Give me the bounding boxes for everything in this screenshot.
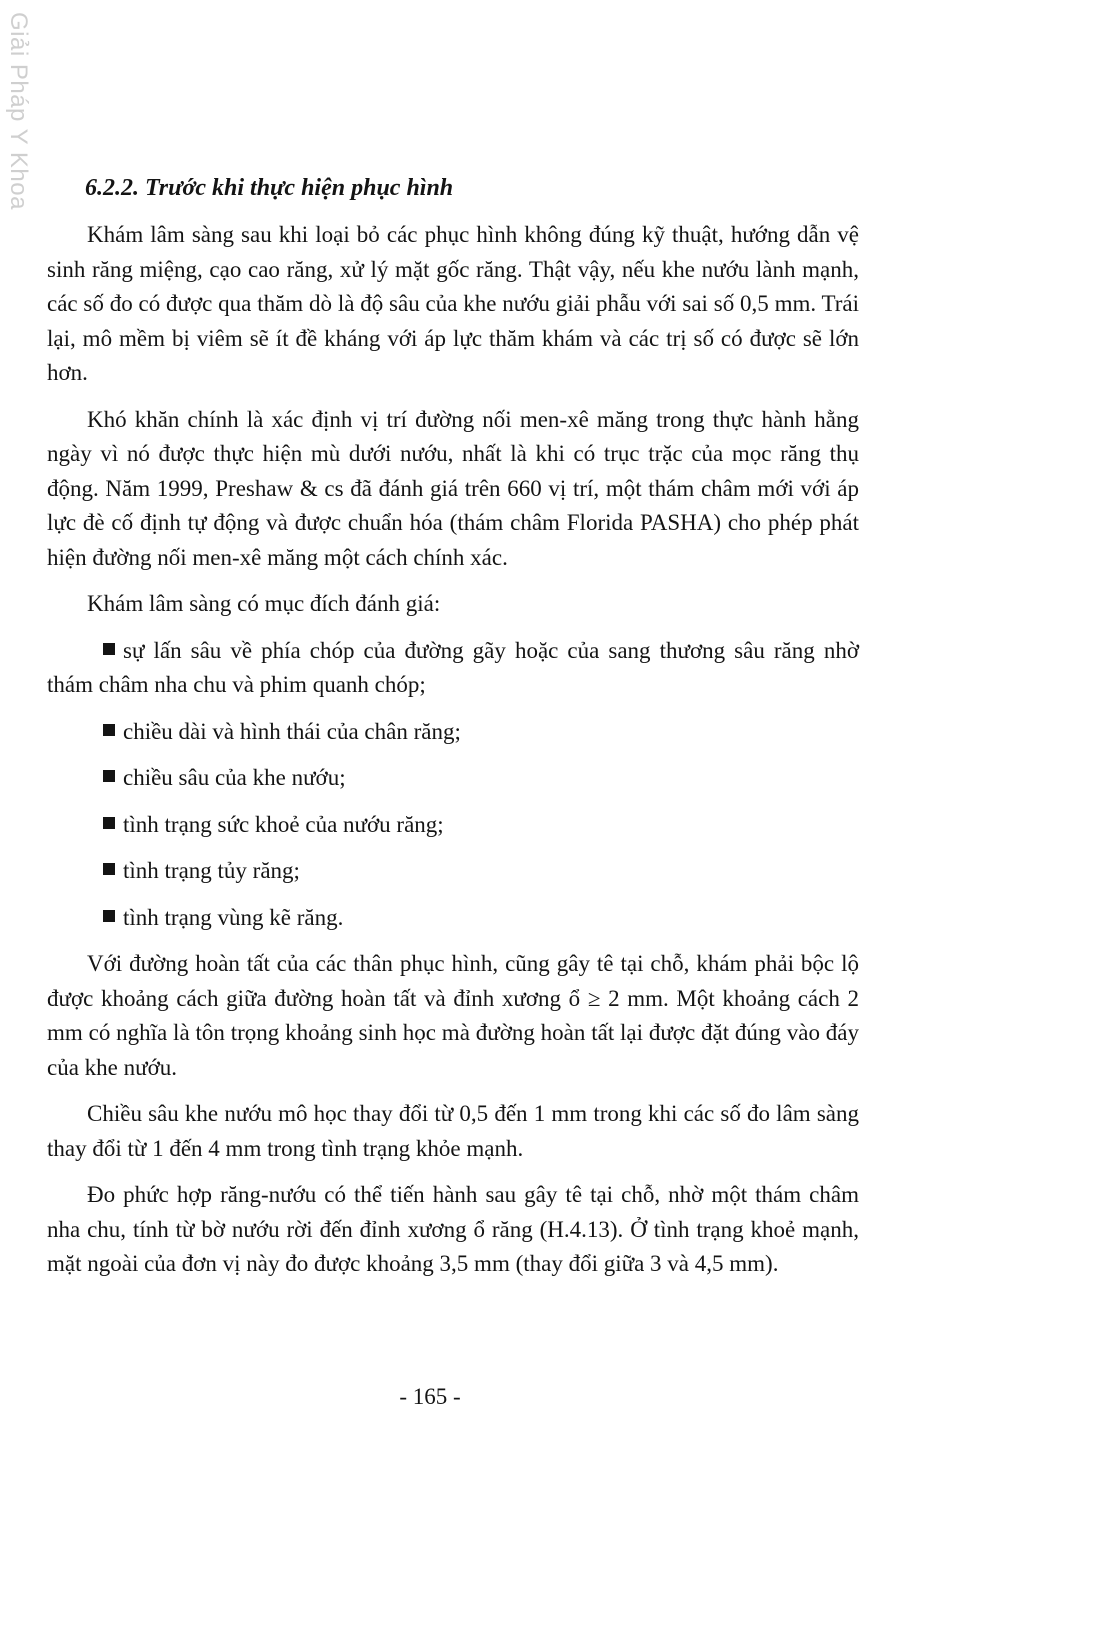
list-item-text: tình trạng tủy răng; xyxy=(123,858,300,883)
list-item-text: tình trạng sức khoẻ của nướu răng; xyxy=(123,811,444,837)
list-item xyxy=(47,901,859,936)
list-intro: Khám lâm sàng có mục đích đánh giá: xyxy=(87,591,441,616)
list-item xyxy=(47,715,859,750)
paragraph: Khám lâm sàng sau khi loại bỏ các phục hình không đúng kỹ thuật, hướng dẫn vệ sinh răng miệng, cạo cao răng, xử lý mặt gốc răng. Thật vậy, nếu khe nướu lành mạnh, các số đo có được qua thăm dò là độ sâu của khe nướu giải phẫu với sai số 0,5 mm. Trái lại, mô mềm bị viêm sẽ ít đề kháng với áp lực thăm khám và các trị số có được sẽ lớn hơn. xyxy=(47,222,859,385)
list-item-text: sự lấn sâu về phía chóp của đường gãy hoặc của sang thương sâu răng nhờ thám châm nha chu và phim quanh chóp; xyxy=(47,637,859,697)
watermark: Giải Pháp Y Khoa xyxy=(5,12,32,210)
paragraph: Đo phức hợp răng-nướu có thể tiến hành sau gây tê tại chỗ, nhờ một thám châm nha chu, tính từ bờ nướu rời đến đỉnh xương ổ răng (H.4.13). Ở tình trạng khoẻ mạnh, mặt ngoài của đơn vị này đo được khoảng 3,5 mm (thay đổi giữa 3 và 4,5 mm). xyxy=(47,1182,859,1276)
list-item xyxy=(47,854,859,889)
paragraph: Với đường hoàn tất của các thân phục hình, cũng gây tê tại chỗ, khám phải bộc lộ được khoảng cách giữa đường hoàn tất và đỉnh xương ổ ≥ 2 mm. Một khoảng cách 2 mm có nghĩa là tôn trọng khoảng sinh học mà đường hoàn tất lại được đặt đúng vào đáy của khe nướu. xyxy=(47,951,859,1080)
list-item xyxy=(47,761,859,796)
list-item-text: tình trạng vùng kẽ răng. xyxy=(123,904,344,930)
bullet-square-icon xyxy=(103,817,115,829)
section-heading: 6.2.2. Trước khi thực hiện phục hình xyxy=(85,175,454,201)
list-item xyxy=(47,634,859,703)
bullet-square-icon xyxy=(103,910,115,922)
page-number: - 165 - xyxy=(399,1384,461,1409)
list-item xyxy=(47,808,859,843)
bullet-square-icon xyxy=(103,770,115,782)
bullet-square-icon xyxy=(103,643,115,655)
bullet-square-icon xyxy=(103,724,115,736)
list-item-text: chiều sâu của khe nướu; xyxy=(123,765,346,790)
page-content xyxy=(47,168,859,1294)
list-item-text: chiều dài và hình thái của chân răng; xyxy=(123,718,461,744)
paragraph: Chiều sâu khe nướu mô học thay đổi từ 0,5 đến 1 mm trong khi các số đo lâm sàng thay đổi từ 1 đến 4 mm trong tình trạng khỏe mạnh. xyxy=(47,1101,859,1161)
paragraph: Khó khăn chính là xác định vị trí đường nối men-xê măng trong thực hành hằng ngày vì nó được thực hiện mù dưới nướu, nhất là khi có trục trặc của mọc răng thụ động. Năm 1999, Preshaw & cs đã đánh giá trên 660 vị trí, một thám châm mới với áp lực đè cố định tự động và được chuẩn hóa (thám châm Florida PASHA) cho phép phát hiện đường nối men-xê măng một cách chính xác. xyxy=(47,406,859,570)
bullet-square-icon xyxy=(103,863,115,875)
